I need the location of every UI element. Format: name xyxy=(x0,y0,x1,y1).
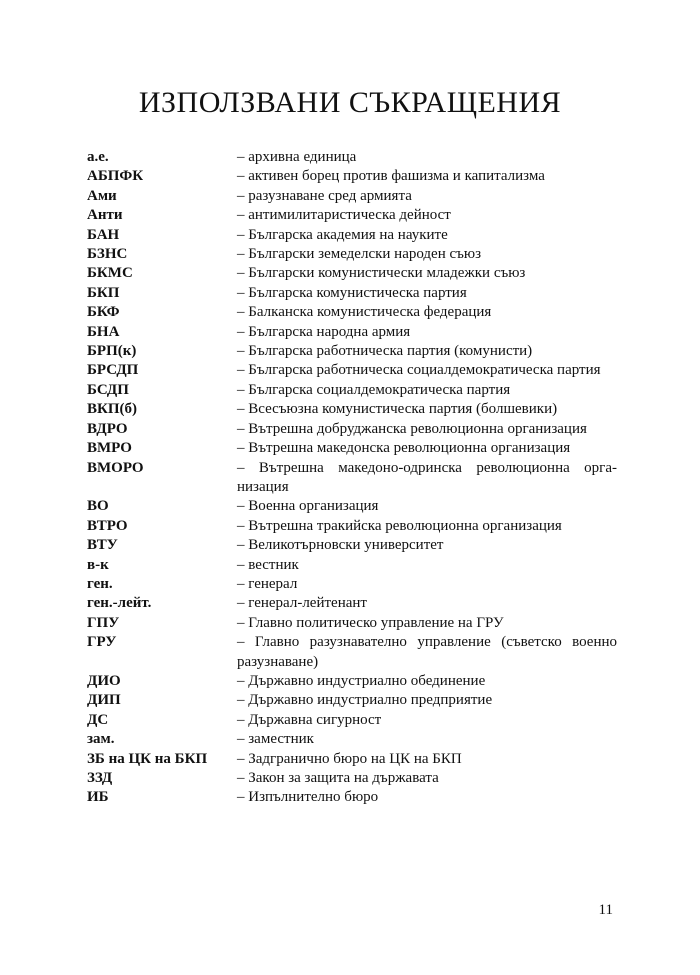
list-item xyxy=(87,167,617,186)
abbreviation: Ами xyxy=(87,187,117,204)
abbreviation-description: – архивна единица xyxy=(237,149,357,165)
abbreviation-description: – Балканска комунистическа федерация xyxy=(237,304,492,321)
list-item xyxy=(87,303,617,322)
list-item xyxy=(87,575,617,594)
abbreviation-description: – Български земеделски народен съюз xyxy=(237,246,482,263)
list-item xyxy=(87,497,617,516)
abbreviation-description: – Държавно индустриално предприятие xyxy=(237,692,493,709)
abbreviation: БАН xyxy=(87,226,120,243)
list-item xyxy=(87,342,617,361)
abbreviation-description: – Великотърновски университет xyxy=(237,537,444,554)
list-item xyxy=(87,633,617,672)
list-item xyxy=(87,614,617,633)
page-number: 11 xyxy=(598,902,613,918)
list-item xyxy=(87,439,617,458)
list-item xyxy=(87,400,617,419)
abbreviation: БКП xyxy=(87,284,120,301)
list-item xyxy=(87,323,617,342)
abbreviation: Анти xyxy=(87,207,123,224)
abbreviation-description: – Държавна сигурност xyxy=(237,711,382,728)
abbreviation-description: – Българска работническа социалдемократическа партия xyxy=(237,362,601,379)
abbreviation: ВДРО xyxy=(87,420,128,437)
abbreviation: ДИП xyxy=(87,692,121,709)
list-item xyxy=(87,226,617,245)
list-item xyxy=(87,148,617,167)
abbreviation: а.е. xyxy=(87,149,109,165)
list-item xyxy=(87,187,617,206)
list-item xyxy=(87,750,617,769)
abbreviation-description: – Държавно индустриално обединение xyxy=(237,672,486,689)
abbreviation: БРСДП xyxy=(87,362,139,379)
abbreviation: ДИО xyxy=(87,672,121,689)
abbreviation-description: – вестник xyxy=(237,556,299,573)
abbreviation-description: – генерал xyxy=(237,575,298,592)
abbreviation-description: – Вътрешна македонска революционна организация xyxy=(237,440,571,457)
abbreviation: ВМРО xyxy=(87,440,132,457)
abbreviation-description: – Български комунистически младежки съюз xyxy=(237,265,526,282)
list-item xyxy=(87,361,617,380)
abbreviation: в-к xyxy=(87,556,109,573)
abbreviation: АБПФК xyxy=(87,168,144,185)
abbreviation-description: – разузнаване сред армията xyxy=(237,187,412,204)
list-item xyxy=(87,536,617,555)
abbreviation: БКМС xyxy=(87,265,133,282)
abbreviation-description: – Главно политическо управление на ГРУ xyxy=(237,614,504,631)
list-item xyxy=(87,769,617,788)
abbreviation-description: – Българска комунистическа партия xyxy=(237,284,467,301)
list-item xyxy=(87,691,617,710)
list-item xyxy=(87,788,617,807)
abbreviation: ЗЗД xyxy=(87,770,113,786)
abbreviation: БЗНС xyxy=(87,246,128,263)
page-title: ИЗПОЛЗВАНИ СЪКРАЩЕНИЯ xyxy=(138,86,562,119)
abbreviation: ген.-лейт. xyxy=(87,595,152,612)
list-item xyxy=(87,420,617,439)
list-item xyxy=(87,594,617,613)
abbreviation-description: – Българска академия на науките xyxy=(237,226,448,243)
abbreviation-description: – Изпълнително бюро xyxy=(237,789,379,806)
list-item xyxy=(87,672,617,691)
list-item xyxy=(87,711,617,730)
abbreviation-description: – Задгранично бюро на ЦК на БКП xyxy=(237,750,462,767)
abbreviation: БРП(к) xyxy=(87,343,137,360)
abbreviation: ДС xyxy=(87,711,109,728)
abbreviation: ВТРО xyxy=(87,517,128,534)
abbreviation: ВО xyxy=(87,498,109,515)
abbreviation-description: – активен борец против фашизма и капитализма xyxy=(237,168,545,185)
abbreviation-description: – Българска социалдемократическа партия xyxy=(237,381,511,398)
abbreviation: ЗБ на ЦК на БКП xyxy=(87,750,208,767)
abbreviation-description: – антимилитаристическа дейност xyxy=(237,207,451,224)
list-item xyxy=(87,264,617,283)
abbreviation-description: – Вътрешна тракийска революционна организация xyxy=(237,517,562,534)
abbreviation: ген. xyxy=(87,575,113,592)
abbreviation-description: – Вътрешна македоно-одринска революционна организация xyxy=(237,459,617,495)
abbreviation: БКФ xyxy=(87,304,120,321)
abbreviation-description: – Българска народна армия xyxy=(237,323,411,340)
abbreviation-description: – генерал-лейтенант xyxy=(237,595,367,612)
abbreviation: ГРУ xyxy=(87,634,117,651)
list-item xyxy=(87,459,617,498)
abbreviation-description: – Военна организация xyxy=(237,498,379,515)
abbreviation-description: – Главно разузнавателно управление (съветско военно разузнаване) xyxy=(237,634,617,670)
list-item xyxy=(87,730,617,749)
abbreviation-list xyxy=(87,148,617,808)
abbreviation: ИБ xyxy=(87,789,109,806)
abbreviation: ВКП(б) xyxy=(87,401,138,418)
abbreviation-description: – Закон за защита на държавата xyxy=(237,770,439,786)
abbreviation: зам. xyxy=(87,731,115,748)
abbreviation: ВТУ xyxy=(87,537,118,554)
abbreviation: ГПУ xyxy=(87,614,120,631)
abbreviation: ВМОРО xyxy=(87,459,144,476)
abbreviation: БНА xyxy=(87,323,120,340)
list-item xyxy=(87,206,617,225)
abbreviation-description: – Вътрешна добруджанска революционна организация xyxy=(237,420,587,437)
list-item xyxy=(87,556,617,575)
list-item xyxy=(87,245,617,264)
abbreviation-description: – Българска работническа партия (комунисти) xyxy=(237,343,533,360)
list-item xyxy=(87,381,617,400)
abbreviation: БСДП xyxy=(87,381,129,398)
list-item xyxy=(87,284,617,303)
abbreviation-description: – заместник xyxy=(237,731,314,748)
list-item xyxy=(87,517,617,536)
abbreviation-description: – Всесъюзна комунистическа партия (болшевики) xyxy=(237,401,558,418)
